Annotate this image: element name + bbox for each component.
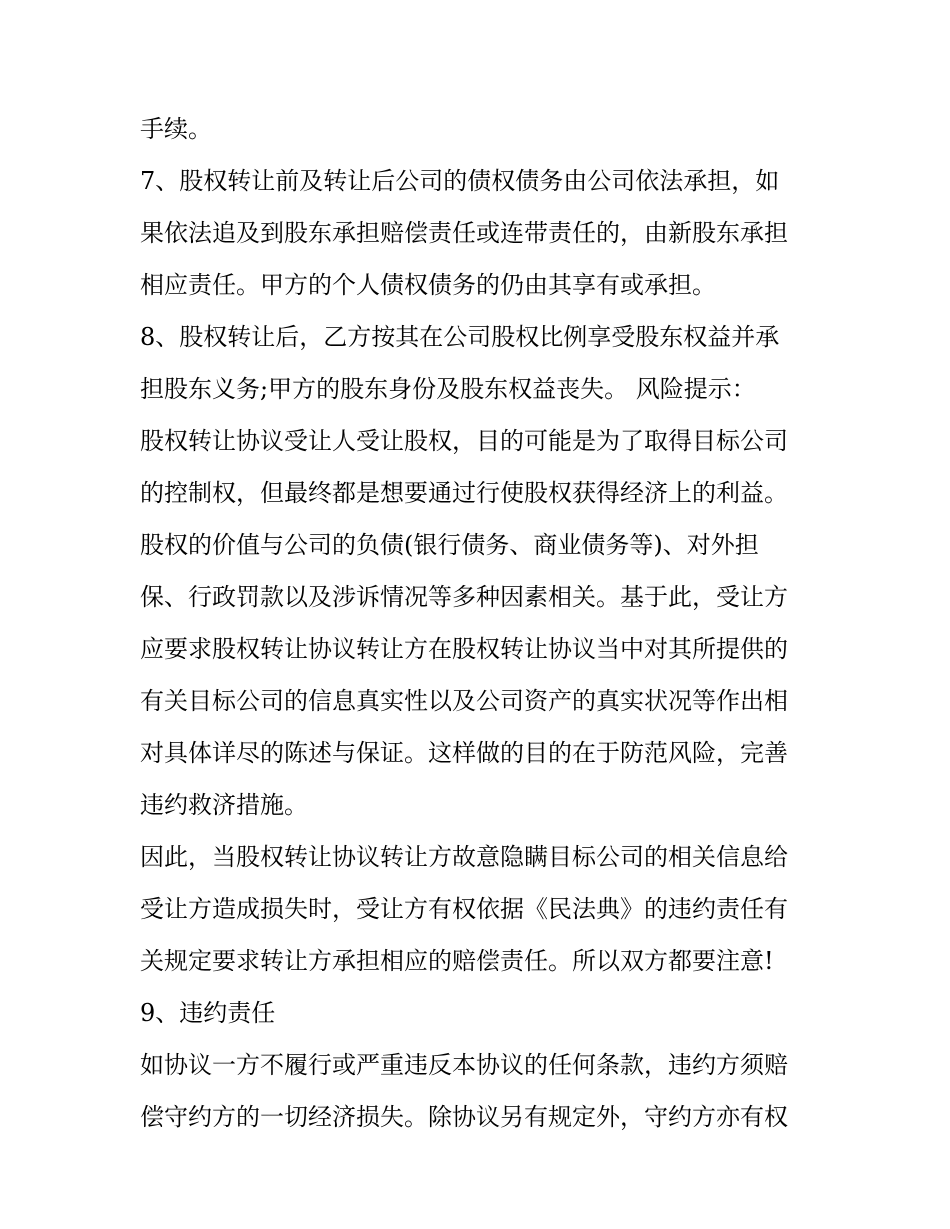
text-line: 相应责任。甲方的个人债权债务的仍由其享有或承担。 bbox=[140, 271, 716, 299]
text-line: 违约救济措施。 bbox=[140, 791, 308, 819]
text-line: 应要求股权转让协议转让方在股权转让协议当中对其所提供的 bbox=[140, 635, 788, 663]
text-line: 股权转让协议受让人受让股权，目的可能是为了取得目标公司 bbox=[140, 427, 788, 455]
text-line: 关规定要求转让方承担相应的赔偿责任。所以双方都要注意! bbox=[140, 947, 774, 975]
text-line: 手续。 bbox=[140, 115, 212, 143]
text-line: 因此，当股权转让协议转让方故意隐瞒目标公司的相关信息给 bbox=[140, 843, 788, 871]
text-line: 有关目标公司的信息真实性以及公司资产的真实状况等作出相 bbox=[140, 687, 788, 715]
text-line: 的控制权，但最终都是想要通过行使股权获得经济上的利益。 bbox=[140, 479, 788, 507]
text-line: 果依法追及到股东承担赔偿责任或连带责任的，由新股东承担 bbox=[140, 219, 788, 247]
text-line: 担股东义务;甲方的股东身份及股东权益丧失。 风险提示： bbox=[140, 375, 756, 403]
text-line: 8、股权转让后，乙方按其在公司股权比例享受股东权益并承 bbox=[140, 323, 780, 351]
text-line: 偿守约方的一切经济损失。除协议另有规定外，守约方亦有权 bbox=[140, 1103, 788, 1131]
document-body bbox=[140, 103, 830, 1143]
text-line: 股权的价值与公司的负债(银行债务、商业债务等)、对外担 bbox=[140, 531, 759, 559]
text-line: 受让方造成损失时，受让方有权依据《民法典》的违约责任有 bbox=[140, 895, 788, 923]
text-line: 如协议一方不履行或严重违反本协议的任何条款，违约方须赔 bbox=[140, 1051, 788, 1079]
text-line: 9、违约责任 bbox=[140, 999, 276, 1027]
text-line: 对具体详尽的陈述与保证。这样做的目的在于防范风险，完善 bbox=[140, 739, 788, 767]
text-line: 7、股权转让前及转让后公司的债权债务由公司依法承担，如 bbox=[140, 167, 780, 195]
text-line: 保、行政罚款以及涉诉情况等多种因素相关。基于此，受让方 bbox=[140, 583, 788, 611]
